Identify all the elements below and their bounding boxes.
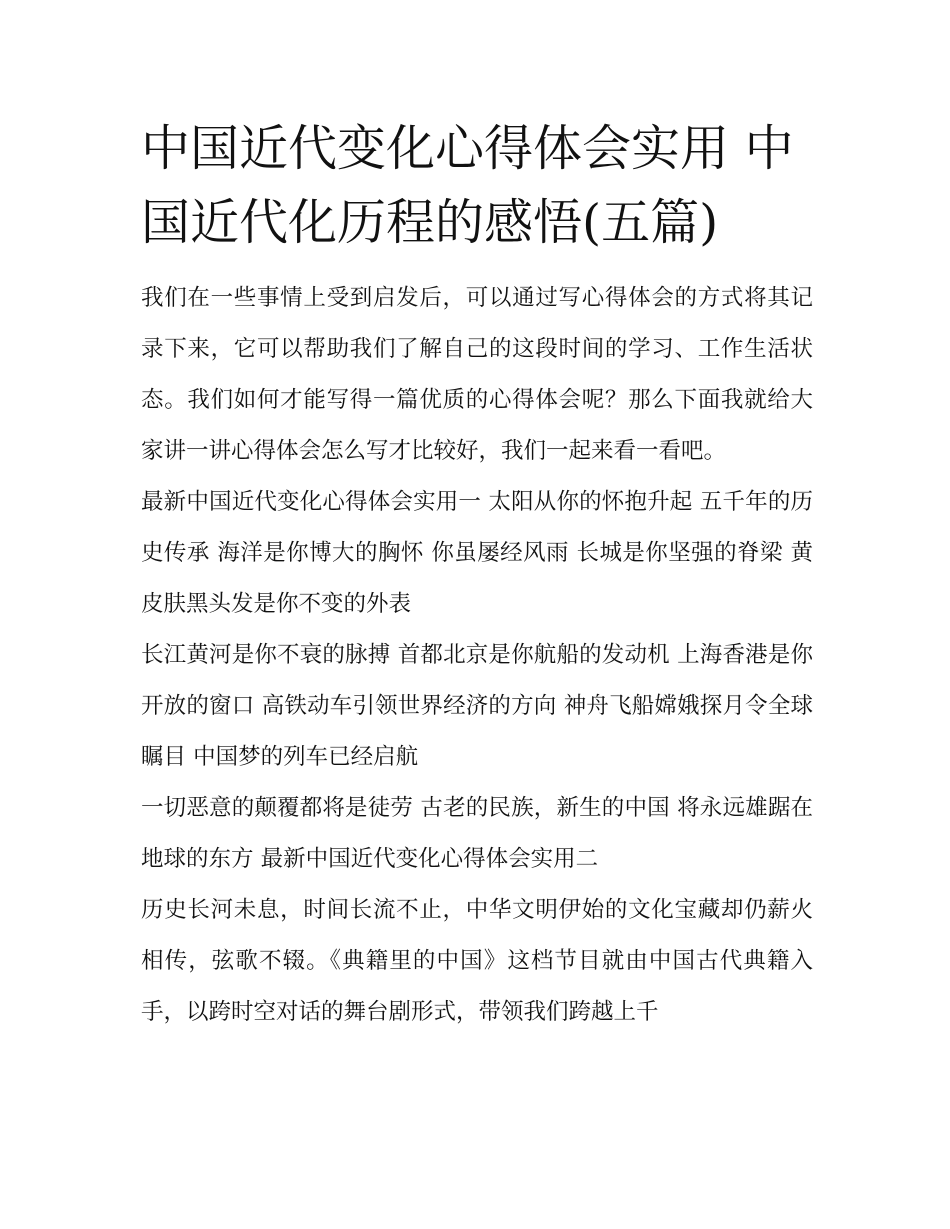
paragraph-essay-one-part-three: 一切恶意的颠覆都将是徒劳 古老的民族，新生的中国 将永远雄踞在地球的东方 最新中国近代变化心得体会实用二 — [141, 795, 813, 872]
paragraph-essay-one-part-one: 最新中国近代变化心得体会实用一 太阳从你的怀抱升起 五千年的历史传承 海洋是你博大的胸怀 你虽屡经风雨 长城是你坚强的脊梁 黄皮肤黑头发是你不变的外表 — [141, 489, 813, 617]
document-body — [141, 273, 813, 1038]
paragraph-intro: 我们在一些事情上受到启发后，可以通过写心得体会的方式将其记录下来，它可以帮助我们了解自己的这段时间的学习、工作生活状态。我们如何才能写得一篇优质的心得体会呢？那么下面我就给大家讲一讲心得体会怎么写才比较好，我们一起来看一看吧。 — [141, 285, 813, 464]
paragraph-essay-one-part-two: 长江黄河是你不衰的脉搏 首都北京是你航船的发动机 上海香港是你开放的窗口 高铁动车引领世界经济的方向 神舟飞船嫦娥探月令全球瞩目 中国梦的列车已经启航 — [141, 642, 813, 770]
document-page — [141, 112, 813, 1038]
paragraph-essay-two: 历史长河未息，时间长流不止，中华文明伊始的文化宝藏却仍薪火相传，弦歌不辍。《典籍里的中国》这档节目就由中国古代典籍入手，以跨时空对话的舞台剧形式，带领我们跨越上千 — [141, 897, 813, 1025]
document-title: 中国近代变化心得体会实用 中国近代化历程的感悟(五篇) — [141, 120, 794, 251]
